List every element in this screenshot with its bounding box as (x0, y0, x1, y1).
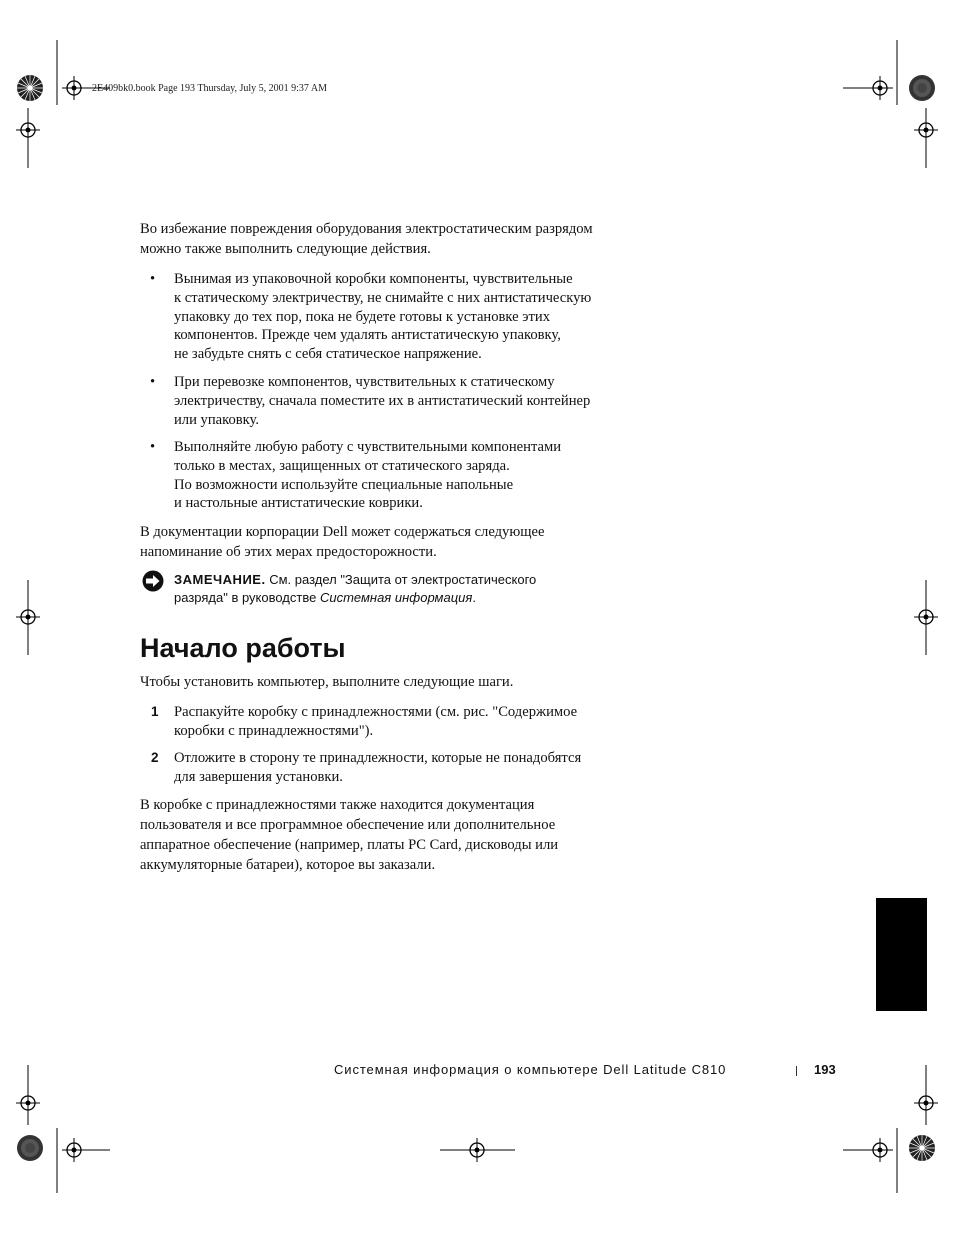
bullet-line: упаковку до тех пор, пока не будете готовы к установке этих (174, 308, 551, 325)
closing-line: аккумуляторные батареи), которое вы заказали. (140, 857, 436, 873)
step-number: 1 (151, 704, 159, 719)
bullet-line: По возможности используйте специальные напольные (174, 476, 514, 493)
bullet-line: Вынимая из упаковочной коробки компоненты, чувствительные (174, 271, 573, 287)
closing-line: пользователя и все программное обеспечение или дополнительное (140, 817, 556, 833)
bullet-line: к статическому электричеству, не снимайте с них антистатическую (174, 289, 592, 306)
closing-line: аппаратное обеспечение (например, платы PC Card, дисководы или (140, 837, 559, 853)
registration-mark-icon (62, 76, 86, 100)
starburst-target-icon (16, 74, 44, 102)
page-number: 193 (814, 1062, 836, 1077)
step-line: для завершения установки. (174, 768, 343, 785)
notice-line2-suffix: . (472, 590, 476, 605)
notice-line2-prefix: разряда" в руководстве (174, 590, 317, 605)
registration-mark-icon (914, 118, 938, 142)
step-line: Отложите в сторону те принадлежности, которые не понадобятся (174, 750, 582, 766)
step-line: коробки с принадлежностями"). (174, 722, 374, 739)
notice-guide-title: Системная информация (319, 590, 473, 605)
registration-mark-icon (465, 1138, 489, 1162)
dell-note-line: В документации корпорации Dell может содержаться следующее (140, 524, 545, 540)
registration-mark-icon (16, 118, 40, 142)
dell-note-line: напоминание об этих мерах предосторожности. (140, 544, 437, 560)
bullet-line: не забудьте снять с себя статическое напряжение. (174, 346, 482, 363)
bullet-line: и настольные антистатические коврики. (174, 495, 423, 512)
bullet-mark: • (150, 271, 156, 287)
steps-intro: Чтобы установить компьютер, выполните следующие шаги. (140, 674, 514, 690)
registration-mark-icon (62, 1138, 86, 1162)
registration-mark-icon (868, 1138, 892, 1162)
bullet-line: Выполняйте любую работу с чувствительными компонентами (174, 439, 562, 455)
registration-mark-icon (16, 1091, 40, 1115)
intro-line: можно также выполнить следующие действия. (140, 241, 431, 257)
registration-mark-icon (914, 1091, 938, 1115)
notice-line1: См. раздел "Защита от электростатического (269, 572, 537, 587)
bullet-mark: • (150, 374, 156, 390)
bullet-line: только в местах, защищенных от статического заряда. (174, 457, 510, 474)
registration-mark-icon (868, 76, 892, 100)
step-number: 2 (151, 750, 159, 765)
bullet-mark: • (150, 439, 156, 455)
registration-mark-icon (16, 605, 40, 629)
bullet-line: электричеству, сначала поместите их в антистатический контейнер (174, 392, 591, 409)
notice-label: ЗАМЕЧАНИЕ. (174, 572, 266, 587)
starburst-target-icon (908, 74, 936, 102)
footer-title: Системная информация о компьютере Dell Latitude C810 (334, 1062, 727, 1077)
bullet-line: или упаковку. (174, 411, 260, 428)
bullet-line: компонентов. Прежде чем удалять антистатическую упаковку, (174, 327, 561, 344)
starburst-target-icon (908, 1134, 936, 1162)
intro-line: Во избежание повреждения оборудования электростатическим разрядом (140, 221, 593, 237)
section-title: Начало работы (140, 633, 346, 663)
bullet-line: При перевозке компонентов, чувствительных к статическому (174, 374, 555, 390)
registration-mark-icon (914, 605, 938, 629)
step-line: Распакуйте коробку с принадлежностями (см. рис. "Содержимое (174, 704, 578, 720)
print-header: 2E409bk0.book Page 193 Thursday, July 5, 2001 9:37 AM (92, 83, 327, 94)
starburst-target-icon (16, 1134, 44, 1162)
closing-line: В коробке с принадлежностями также находится документация (140, 797, 535, 813)
